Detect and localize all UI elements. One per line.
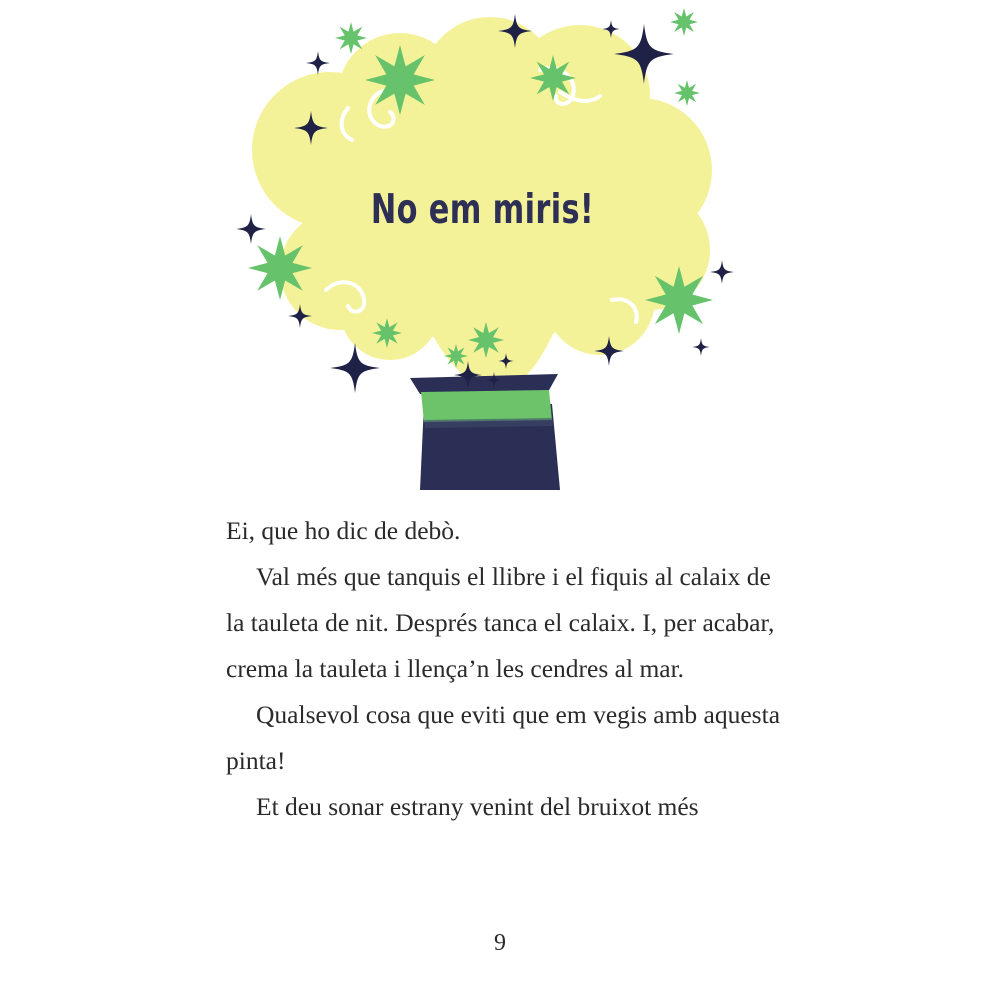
page-number: 9 xyxy=(494,930,506,956)
paragraph: Ei, que ho dic de debò. xyxy=(226,516,461,545)
speech-headline: No em miris! xyxy=(370,185,595,233)
paragraph: Et deu sonar estrany venint del bruixot més xyxy=(256,792,699,821)
paragraph: Qualsevol cosa que eviti que em vegis amb aquesta pinta! xyxy=(226,700,781,775)
paragraph: Val més que tanquis el llibre i el fiquis al calaix de la tauleta de nit. Després tanca el calaix. I, per acabar, crema la tauleta i llença’n les cendres al mar. xyxy=(226,562,775,683)
magic-hat-illustration xyxy=(220,0,740,500)
body-text xyxy=(226,508,786,830)
magic-hat-icon xyxy=(410,374,560,490)
